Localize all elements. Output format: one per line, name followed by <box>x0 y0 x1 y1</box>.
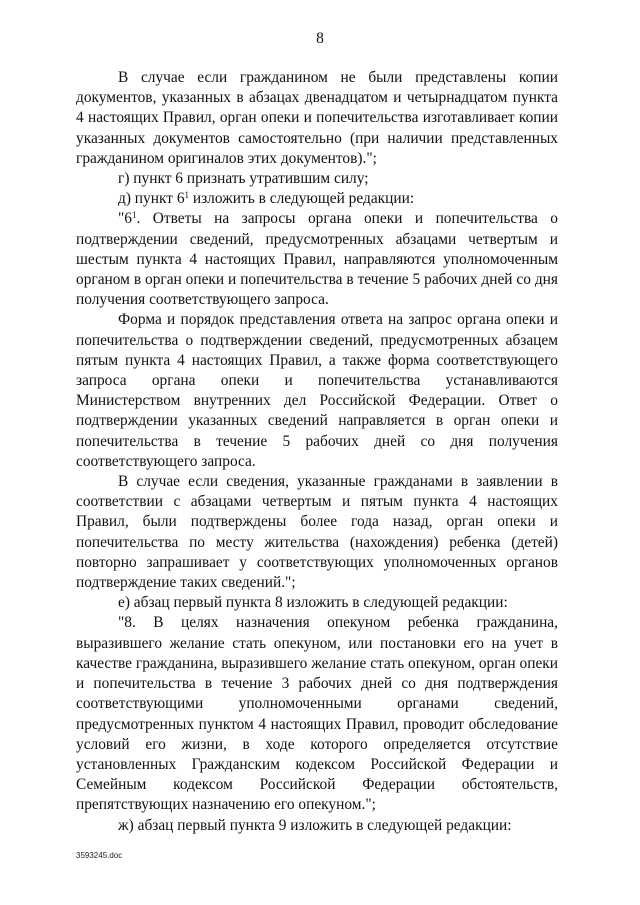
document-body <box>76 68 558 836</box>
page-number: 8 <box>316 30 324 47</box>
paragraph-item-d: д) пункт $6^1$ изложить в следующей редакции: <box>118 190 415 208</box>
paragraph-item-g: г) пункт 6 признать утратившим силу; <box>118 170 369 188</box>
paragraph-repeat-request: В случае если сведения, указанные гражданами в заявлении в соответствии с абзацами четвертым и пятым пункта 4 настоящих Правил, были подтверждены более года назад, орган опеки и попечительства по месту жительства (нахождения) ребенка (детей) повторно запрашивает у соответствующих уполномоченных органов подтверждение таких сведений."; <box>76 473 558 592</box>
paragraph-item-zh: ж) абзац первый пункта 9 изложить в следующей редакции: <box>118 816 512 834</box>
paragraph-copies-of-documents: В случае если гражданином не были представлены копии документов, указанных в абзацах двенадцатом и четырнадцатом пункта 4 настоящих Правил, орган опеки и попечительства изготавливает копии указанных документов самостоятельно (при наличии представленных гражданином оригиналов этих документов)."; <box>76 69 558 167</box>
paragraph-clause-6-1: "$6^1$. Ответы на запросы органа опеки и попечительства о подтверждении сведений, предусмотренных абзацами четвертым и шестым пункта 4 настоящих Правил, направляются уполномоченным органом в орган опеки и попечительства в течение 5 рабочих дней со дня получения соответствующего запроса. <box>76 210 558 309</box>
footer-filename: 3593245.doc <box>76 851 123 860</box>
paragraph-item-e: е) абзац первый пункта 8 изложить в следующей редакции: <box>118 594 508 612</box>
paragraph-clause-8: "8. В целях назначения опекуном ребенка гражданина, выразившего желание стать опекуном, или постановки его на учет в качестве гражданина, выразившего желание стать опекуном, орган опеки и попечительства в течение 3 рабочих дней со дня подтверждения соответствующими уполномоченными органами сведений, предусмотренных пунктом 4 настоящих Правил, проводит обследование условий его жизни, в ходе которого определяется отсутствие установленных Гражданским кодексом Российской Федерации и Семейным кодексом Российской Федерации обстоятельств, препятствующих назначению его опекуном."; <box>76 614 558 814</box>
paragraph-form-and-procedure: Форма и порядок представления ответа на запрос органа опеки и попечительства о подтверждении сведений, предусмотренных абзацем пятым пункта 4 настоящих Правил, а также форма соответствующего запроса органа опеки и попечительства устанавливаются Министерством внутренних дел Российской Федерации. Ответ о подтверждении указанных сведений направляется в орган опеки и попечительства в течение 5 рабочих дней со дня получения соответствующего запроса. <box>76 311 558 470</box>
